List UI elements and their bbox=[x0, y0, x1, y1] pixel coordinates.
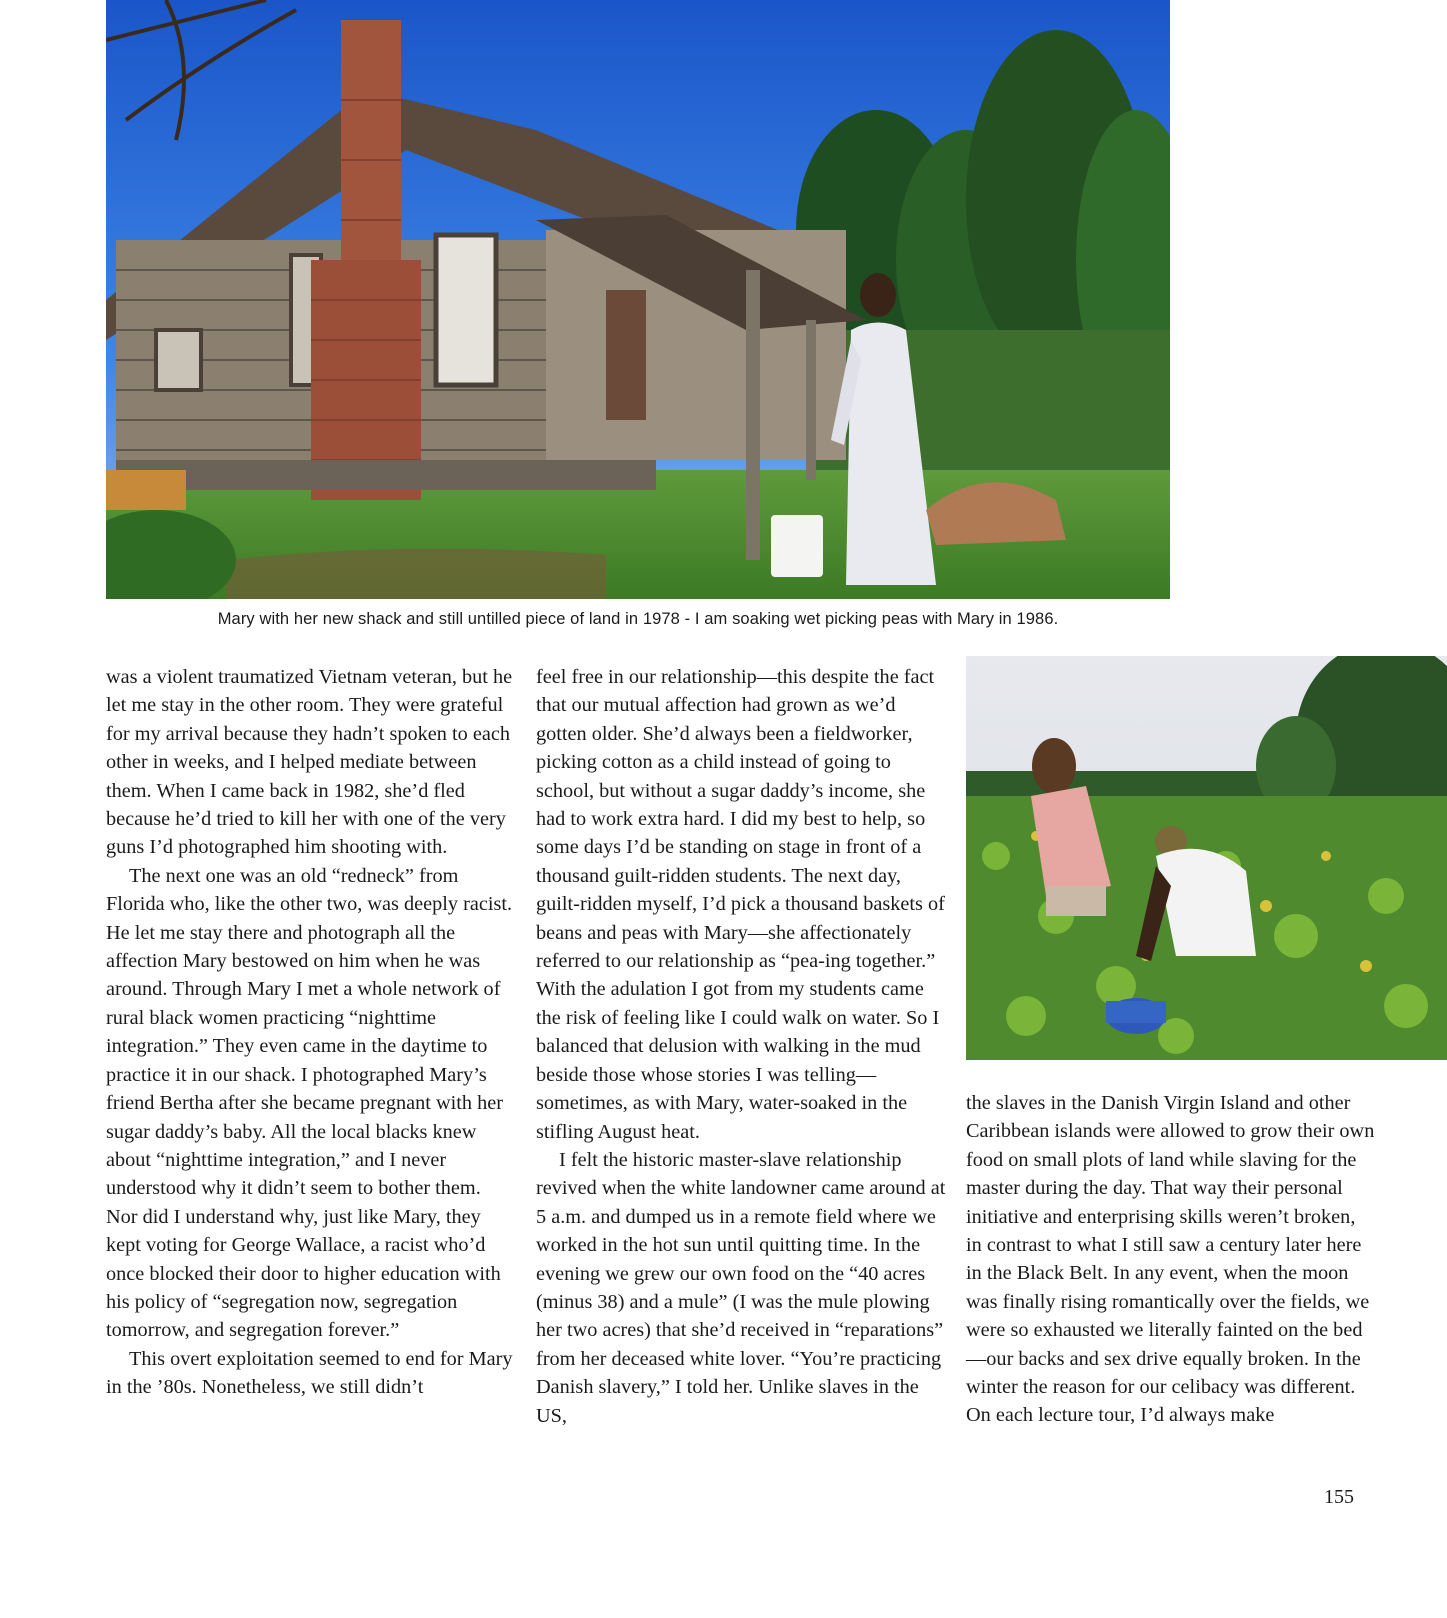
paragraph: feel free in our relationship—this despite the fact that our mutual affection had grown as we’d gotten older. She’d always been a fieldworker, picking cotton as a child instead of going to school, but without a sugar daddy’s income, she had to work extra hard. I did my best to help, so some days I’d be standing on stage in front of a thousand guilt-ridden students. The next day, guilt-ridden myself, I’d pick a thousand baskets of beans and peas with Mary—she affectionately referred to our relationship as “pea-ing together.” With the adulation I got from my students came the risk of feeling like I could walk on water. So I balanced that delusion with walking in the mud beside those whose stories I was telling—sometimes, as with Mary, water-soaked in the stifling August heat. bbox=[536, 666, 945, 1143]
photo-mary-shack-illustration bbox=[106, 0, 1170, 599]
photo-mary-shack bbox=[106, 0, 1170, 599]
text-column-2 bbox=[536, 663, 946, 1430]
page-number: 155 bbox=[1324, 1486, 1354, 1508]
paragraph: This overt exploitation seemed to end for Mary in the ’80s. Nonetheless, we still didn’t bbox=[106, 1347, 513, 1399]
text-column-3 bbox=[966, 1089, 1376, 1430]
paragraph: the slaves in the Danish Virgin Island and other Caribbean islands were allowed to grow their own food on small plots of land while slaving for the master during the day. That way their personal initiative and enterprising skills weren’t broken, in contrast to what I still saw a century later here in the Black Belt. In any event, when the moon was finally rising romantically over the fields, we were so exhausted we literally fainted on the bed—our backs and sex drive equally broken. In the winter the reason for our celibacy was different. On each lecture tour, I’d always make bbox=[966, 1092, 1375, 1427]
photo-picking-peas bbox=[966, 656, 1447, 1060]
photo-picking-peas-illustration bbox=[966, 656, 1447, 1060]
text-column-1 bbox=[106, 663, 514, 1402]
photo-caption: Mary with her new shack and still untilled piece of land in 1978 - I am soaking wet picking peas with Mary in 1986. bbox=[217, 610, 1059, 628]
paragraph: was a violent traumatized Vietnam veteran, but he let me stay in the other room. They were grateful for my arrival because they hadn’t spoken to each other in weeks, and I helped mediate between them. When I came back in 1982, she’d fled because he’d tried to kill her with one of the very guns I’d photographed him shooting with. bbox=[106, 666, 513, 859]
paragraph: I felt the historic master-slave relationship revived when the white landowner came around at 5 a.m. and dumped us in a remote field where we worked in the hot sun until quitting time. In the evening we grew our own food on the “40 acres (minus 38) and a mule” (I was the mule plowing her two acres) that she’d received in “reparations” from her deceased white lover. “You’re practicing Danish slavery,” I told her. Unlike slaves in the US, bbox=[536, 1148, 946, 1427]
paragraph: The next one was an old “redneck” from Florida who, like the other two, was deeply racist. He let me stay there and photograph all the affection Mary bestowed on him when he was around. Through Mary I met a whole network of rural black women practicing “nighttime integration.” They even came in the daytime to practice it in our shack. I photographed Mary’s friend Bertha after she became pregnant with her sugar daddy’s baby. All the local blacks knew about “nighttime integration,” and I never understood why it didn’t seem to bother them. Nor did I understand why, just like Mary, they kept voting for George Wallace, a racist who’d once blocked their door to higher education with his policy of “segregation now, segregation tomorrow, and segregation forever.” bbox=[106, 864, 513, 1342]
